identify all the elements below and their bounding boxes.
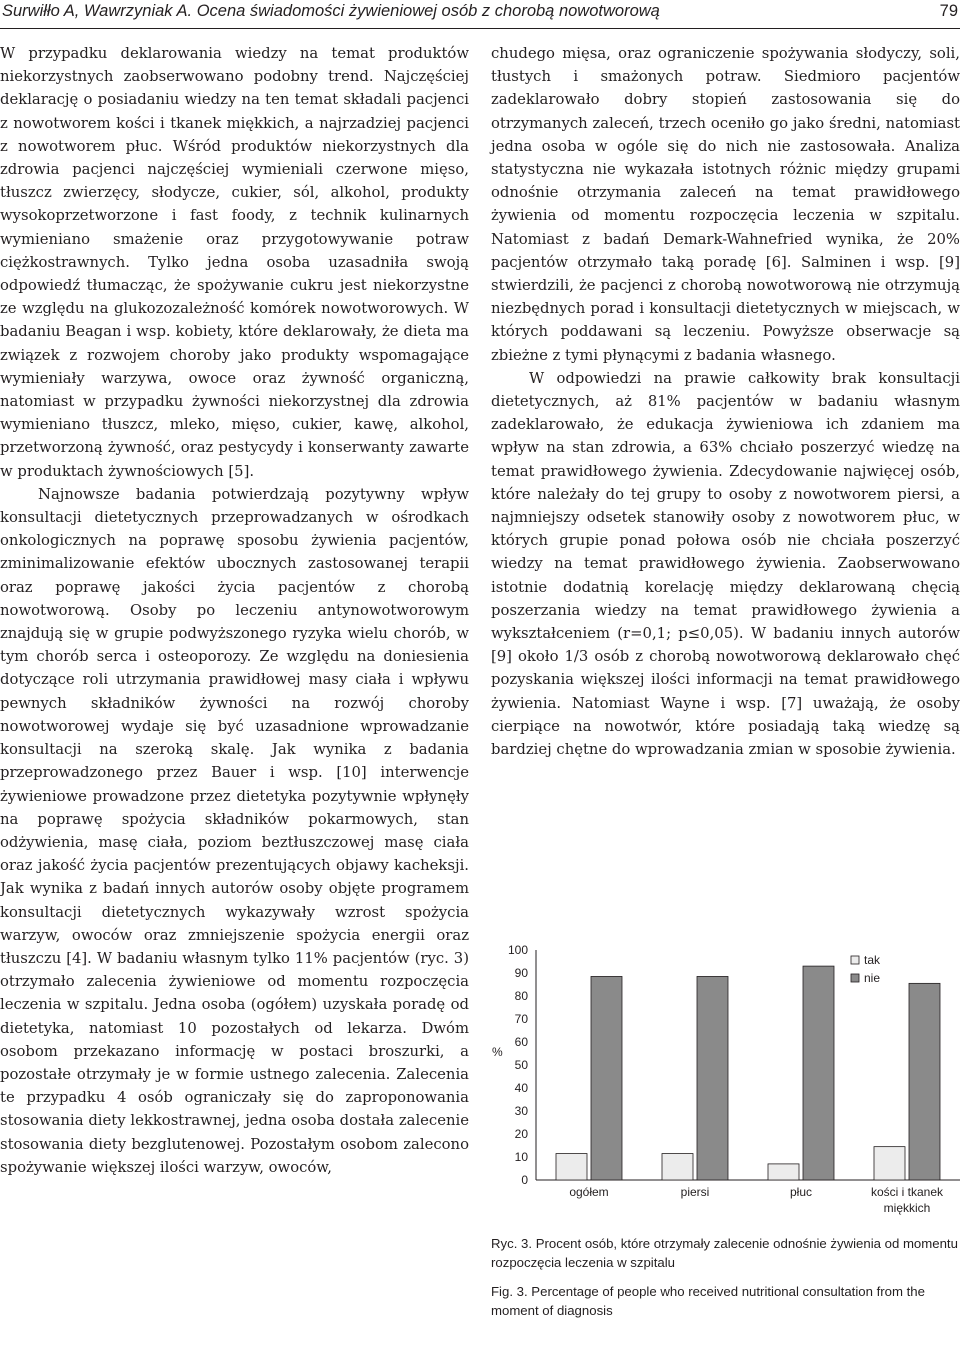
- figure-caption-pl: Ryc. 3. Procent osób, które otrzymały zalecenie odnośnie żywienia od momentu rozpoczęcia leczenia w szpitalu: [491, 1236, 958, 1270]
- bar-nie: [803, 966, 834, 1180]
- legend: [851, 953, 881, 985]
- figure-caption-en: Fig. 3. Percentage of people who received nutritional consultation from the moment of diagnosis: [491, 1284, 925, 1318]
- right-column: [491, 42, 960, 761]
- figure-3: [480, 938, 960, 1218]
- y-tick-label: 100: [507, 943, 528, 957]
- x-tick-label: płuc: [789, 1185, 813, 1199]
- x-tick-label: piersi: [680, 1185, 710, 1199]
- y-tick-label: 90: [514, 966, 528, 980]
- y-axis-label: %: [492, 1045, 503, 1059]
- left-column: [0, 42, 469, 1179]
- bar-nie: [697, 976, 728, 1180]
- right-paragraph-2: W odpowiedzi na prawie całkowity brak konsultacji dietetycznych, aż 81% pacjentów w badaniu własnym zadeklarowało, że edukacja żywieniowa ich zdaniem ma wpływ na stan zdrowia, a 63% chciało poszerzyć wiedzę na temat prawidłowego żywienia. Zdecydowanie najwięcej osób, które należały do tej grupy to osoby z nowotworem piersi, a najmniejszy odsetek stanowiły osoby z nowotworem płuc, w których grupie ponad połowa osób nie chciała poszerzyć wiedzy na temat prawidłowego żywienia. Zaobserwowano istotnie dodatnią korelację między deklarowaną chęcią poszerzania wiedzy na temat prawidłowego żywienia a wykształceniem (r=0,1; p≤0,05). W badaniu innych autorów [9] około 1/3 osób z chorobą nowotworową deklarowało chęć pozyskania większej ilości informacji na temat prawidłowego żywienia. Natomiast Wayne i wsp. [7] uważają, że osoby cierpiące na nowotwór, które posiadają taką wiedzę są bardziej chętne do wprowadzania zmian w sposobie żywienia.: [491, 369, 960, 759]
- right-paragraph-1: chudego mięsa, oraz ograniczenie spożywania słodyczy, soli, tłustych i smażonych potraw. Siedmioro pacjentów zadeklarowało dobry stopień zastosowania się do otrzymanych zaleceń, trzech oceniło go jako średni, natomiast jedna osoba w ogóle się do nich nie zastosowała. Analiza statystyczna nie wykazała istotnych różnic między grupami odnośnie otrzymania zaleceń na temat prawidłowego żywienia od momentu rozpoczęcia leczenia w szpitalu. Natomiast z badań Demark-Wahnefried wynika, że 20% pacjentów otrzymało taką poradę [6]. Salminen i wsp. [9] stwierdzili, że pacjenci z chorobą nowotworową nie otrzymują niezbędnych porad i konsultacji dietetycznych w miejscach, w których poddawani są leczeniu. Powyższe obserwacje są zbieżne z tymi płynącymi z badania własnego.: [491, 45, 960, 364]
- y-tick-label: 50: [514, 1058, 528, 1072]
- y-tick-label: 30: [514, 1104, 528, 1118]
- y-tick-label: 80: [514, 989, 528, 1003]
- y-tick-label: 70: [514, 1012, 528, 1026]
- bar-chart: [480, 938, 960, 1218]
- bar-tak: [768, 1164, 799, 1180]
- y-tick-label: 40: [514, 1081, 528, 1095]
- x-tick-label-line2: miękkich: [883, 1201, 931, 1215]
- legend-label-tak: tak: [864, 953, 881, 967]
- bar-nie: [909, 983, 940, 1180]
- legend-label-nie: nie: [864, 971, 881, 985]
- x-tick-label: ogółem: [569, 1185, 609, 1199]
- y-tick-label: 10: [514, 1150, 528, 1164]
- legend-swatch-tak: [851, 956, 859, 964]
- y-tick-labels: [508, 943, 528, 1187]
- y-tick-label: 60: [514, 1035, 528, 1049]
- running-header: [0, 0, 960, 40]
- x-tick-label: kości i tkanek: [870, 1185, 944, 1199]
- header-rule: [0, 28, 960, 29]
- y-tick-label: 20: [514, 1127, 528, 1141]
- bars: [556, 966, 940, 1180]
- legend-swatch-nie: [851, 974, 859, 982]
- bar-tak: [556, 1154, 587, 1180]
- running-title: Surwiłło A, Wawrzyniak A. Ocena świadomości żywieniowej osób z chorobą nowotworową: [2, 2, 660, 20]
- bar-tak: [874, 1147, 905, 1180]
- left-paragraph-1: W przypadku deklarowania wiedzy na temat produktów niekorzystnych zaobserwowano podobny trend. Najczęściej deklarację o posiadaniu wiedzy na ten temat składali pacjenci z nowotworem kości i tkanek miękkich, a najrzadziej pacjenci z nowotworem płuc. Wśród produktów niekorzystnych dla zdrowia pacjenci najczęściej wymieniali czerwone mięso, tłuszcz zwierzęcy, słodycze, cukier, sól, alkohol, produkty wysokoprzetworzone i fast foody, z technik kulinarnych wymieniano smażenie oraz przygotowywanie potraw ciężkostrawnych. Tylko jedna osoba uzasadniła swoją odpowiedź tłumacząc, że spożywanie cukru jest niekorzystne ze względu na glukozozależność komórek nowotworowych. W badaniu Beagan i wsp. kobiety, które deklarowały, że dieta ma związek z rozwojem choroby jako produkty wspomagające wymieniały warzywa, owoce oraz żywność organiczną, natomiast w przypadku żywności niekorzystnej dla zdrowia wymieniano tłuszcz, mleko, mięso, cukier, kawę, alkohol, przetworzoną żywność, oraz pestycydy i konserwanty zawarte w produktach żywnościowych [5].: [0, 45, 469, 480]
- bar-tak: [662, 1154, 693, 1180]
- left-paragraph-2: Najnowsze badania potwierdzają pozytywny wpływ konsultacji dietetycznych przeprowadzanych w ośrodkach onkologicznych na poprawę sposobu żywienia pacjentów, zminimalizowanie efektów ubocznych zastosowanej terapii oraz poprawę jakości życia pacjentów z chorobą nowotworową. Osoby po leczeniu antynowotworowym znajdują się w grupie podwyższonego ryzyka wielu chorób, w tym chorób serca i osteoporozy. Ze względu na doniesienia dotyczące roli utrzymania prawidłowej masy ciała i wpływu pewnych składników żywności na rozwój choroby nowotworowej wydaje się być uzasadnione wprowadzanie konsultacji na szeroką skalę. Jak wynika z badania przeprowadzonego przez Bauer i wsp. [10] interwencje żywieniowe prowadzone przez dietetyka pozytywnie wpłynęły na poprawę spożycia składników pokarmowych, stan odżywienia, masę ciała, poziom beztłuszczowej masę ciała oraz jakość życia pacjentów prezentujących objawy kacheksji. Jak wynika z badań innych autorów osoby objęte programem konsultacji dietetycznych wykazywały wzrost spożycia warzyw, owoców oraz zmniejszenie spożycia energii oraz tłuszczu [4]. W badaniu własnym tylko 11% pacjentów (ryc. 3) otrzymało zalecenia żywieniowe od momentu rozpoczęcia leczenia w szpitalu. Jedna osoba (ogółem) uzyskała poradę od dietetyka, natomiast 10 pozostałych od lekarza. Dwóm osobom przekazano informację w postaci broszurki, a pozostałe otrzymały je w formie ustnego zalecenia. Zalecenia te przypadku 4 osób ograniczały się do zaproponowania stosowania diety lekkostrawnej, jedna osoba dostała zalecenie stosowania diety bezglutenowej. Pozostałym osobom zalecono spożywanie większej ilości warzyw, owoców,: [0, 485, 469, 1176]
- page-number: 79: [939, 2, 958, 20]
- bar-nie: [591, 976, 622, 1180]
- x-tick-labels: [569, 1185, 944, 1215]
- y-tick-label: 0: [521, 1173, 528, 1187]
